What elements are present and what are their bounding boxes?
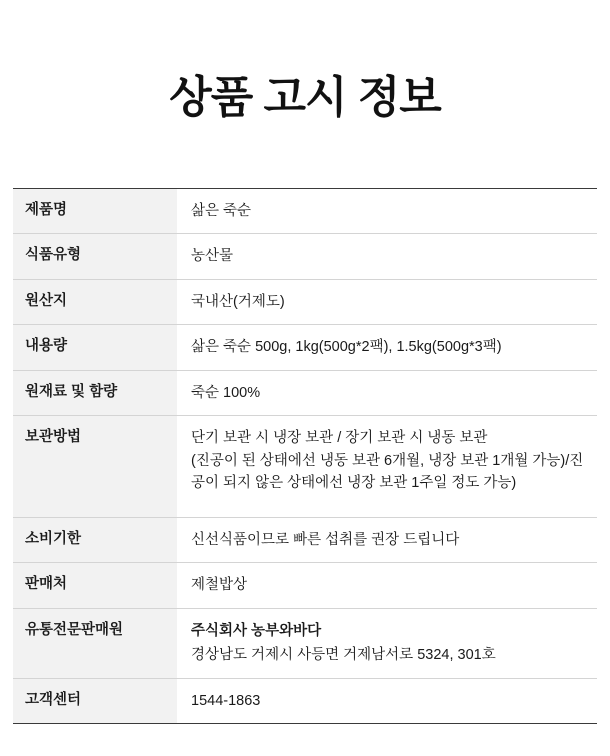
row-value bbox=[177, 608, 597, 678]
product-spec-table bbox=[13, 188, 597, 724]
table-row bbox=[13, 325, 597, 370]
table-row bbox=[13, 189, 597, 234]
row-value-extra: 경상남도 거제시 사등면 거제남서로 5324, 301호 bbox=[191, 647, 496, 664]
row-label: 원산지 bbox=[13, 279, 177, 324]
row-value bbox=[177, 416, 597, 517]
table-row bbox=[13, 608, 597, 678]
table-row bbox=[13, 279, 597, 324]
row-value: 신선식품이므로 빠른 섭취를 권장 드립니다 bbox=[177, 517, 597, 562]
row-label: 유통전문판매원 bbox=[13, 608, 177, 678]
row-value: 죽순 100% bbox=[177, 370, 597, 415]
row-value-strong: 주식회사 농부와바다 bbox=[191, 622, 322, 639]
table-row bbox=[13, 563, 597, 608]
table-row bbox=[13, 678, 597, 723]
table-row bbox=[13, 234, 597, 279]
row-value-extra: (진공이 된 상태에선 냉동 보관 6개월, 냉장 보관 1개월 가능)/진공이 되지 않은 상태에선 냉장 보관 1주일 정도 가능) bbox=[191, 452, 584, 492]
row-label: 소비기한 bbox=[13, 517, 177, 562]
row-label: 제품명 bbox=[13, 189, 177, 234]
row-label: 원재료 및 함량 bbox=[13, 370, 177, 415]
table-row bbox=[13, 517, 597, 562]
row-value: 삶은 죽순 500g, 1kg(500g*2팩), 1.5kg(500g*3팩) bbox=[177, 325, 597, 370]
table-row bbox=[13, 370, 597, 415]
row-label: 고객센터 bbox=[13, 678, 177, 723]
row-label: 식품유형 bbox=[13, 234, 177, 279]
row-value-line: 단기 보관 시 냉장 보관 / 장기 보관 시 냉동 보관 bbox=[191, 430, 488, 447]
row-label: 보관방법 bbox=[13, 416, 177, 517]
row-value: 국내산(거제도) bbox=[177, 279, 597, 324]
table-row bbox=[13, 416, 597, 517]
row-label: 판매처 bbox=[13, 563, 177, 608]
row-value: 제철밥상 bbox=[177, 563, 597, 608]
row-value: 삶은 죽순 bbox=[177, 189, 597, 234]
spec-table-wrapper bbox=[13, 188, 597, 724]
row-value: 농산물 bbox=[177, 234, 597, 279]
row-value: 1544-1863 bbox=[177, 678, 597, 723]
row-label: 내용량 bbox=[13, 325, 177, 370]
page-title: 상품 고시 정보 bbox=[169, 73, 441, 122]
